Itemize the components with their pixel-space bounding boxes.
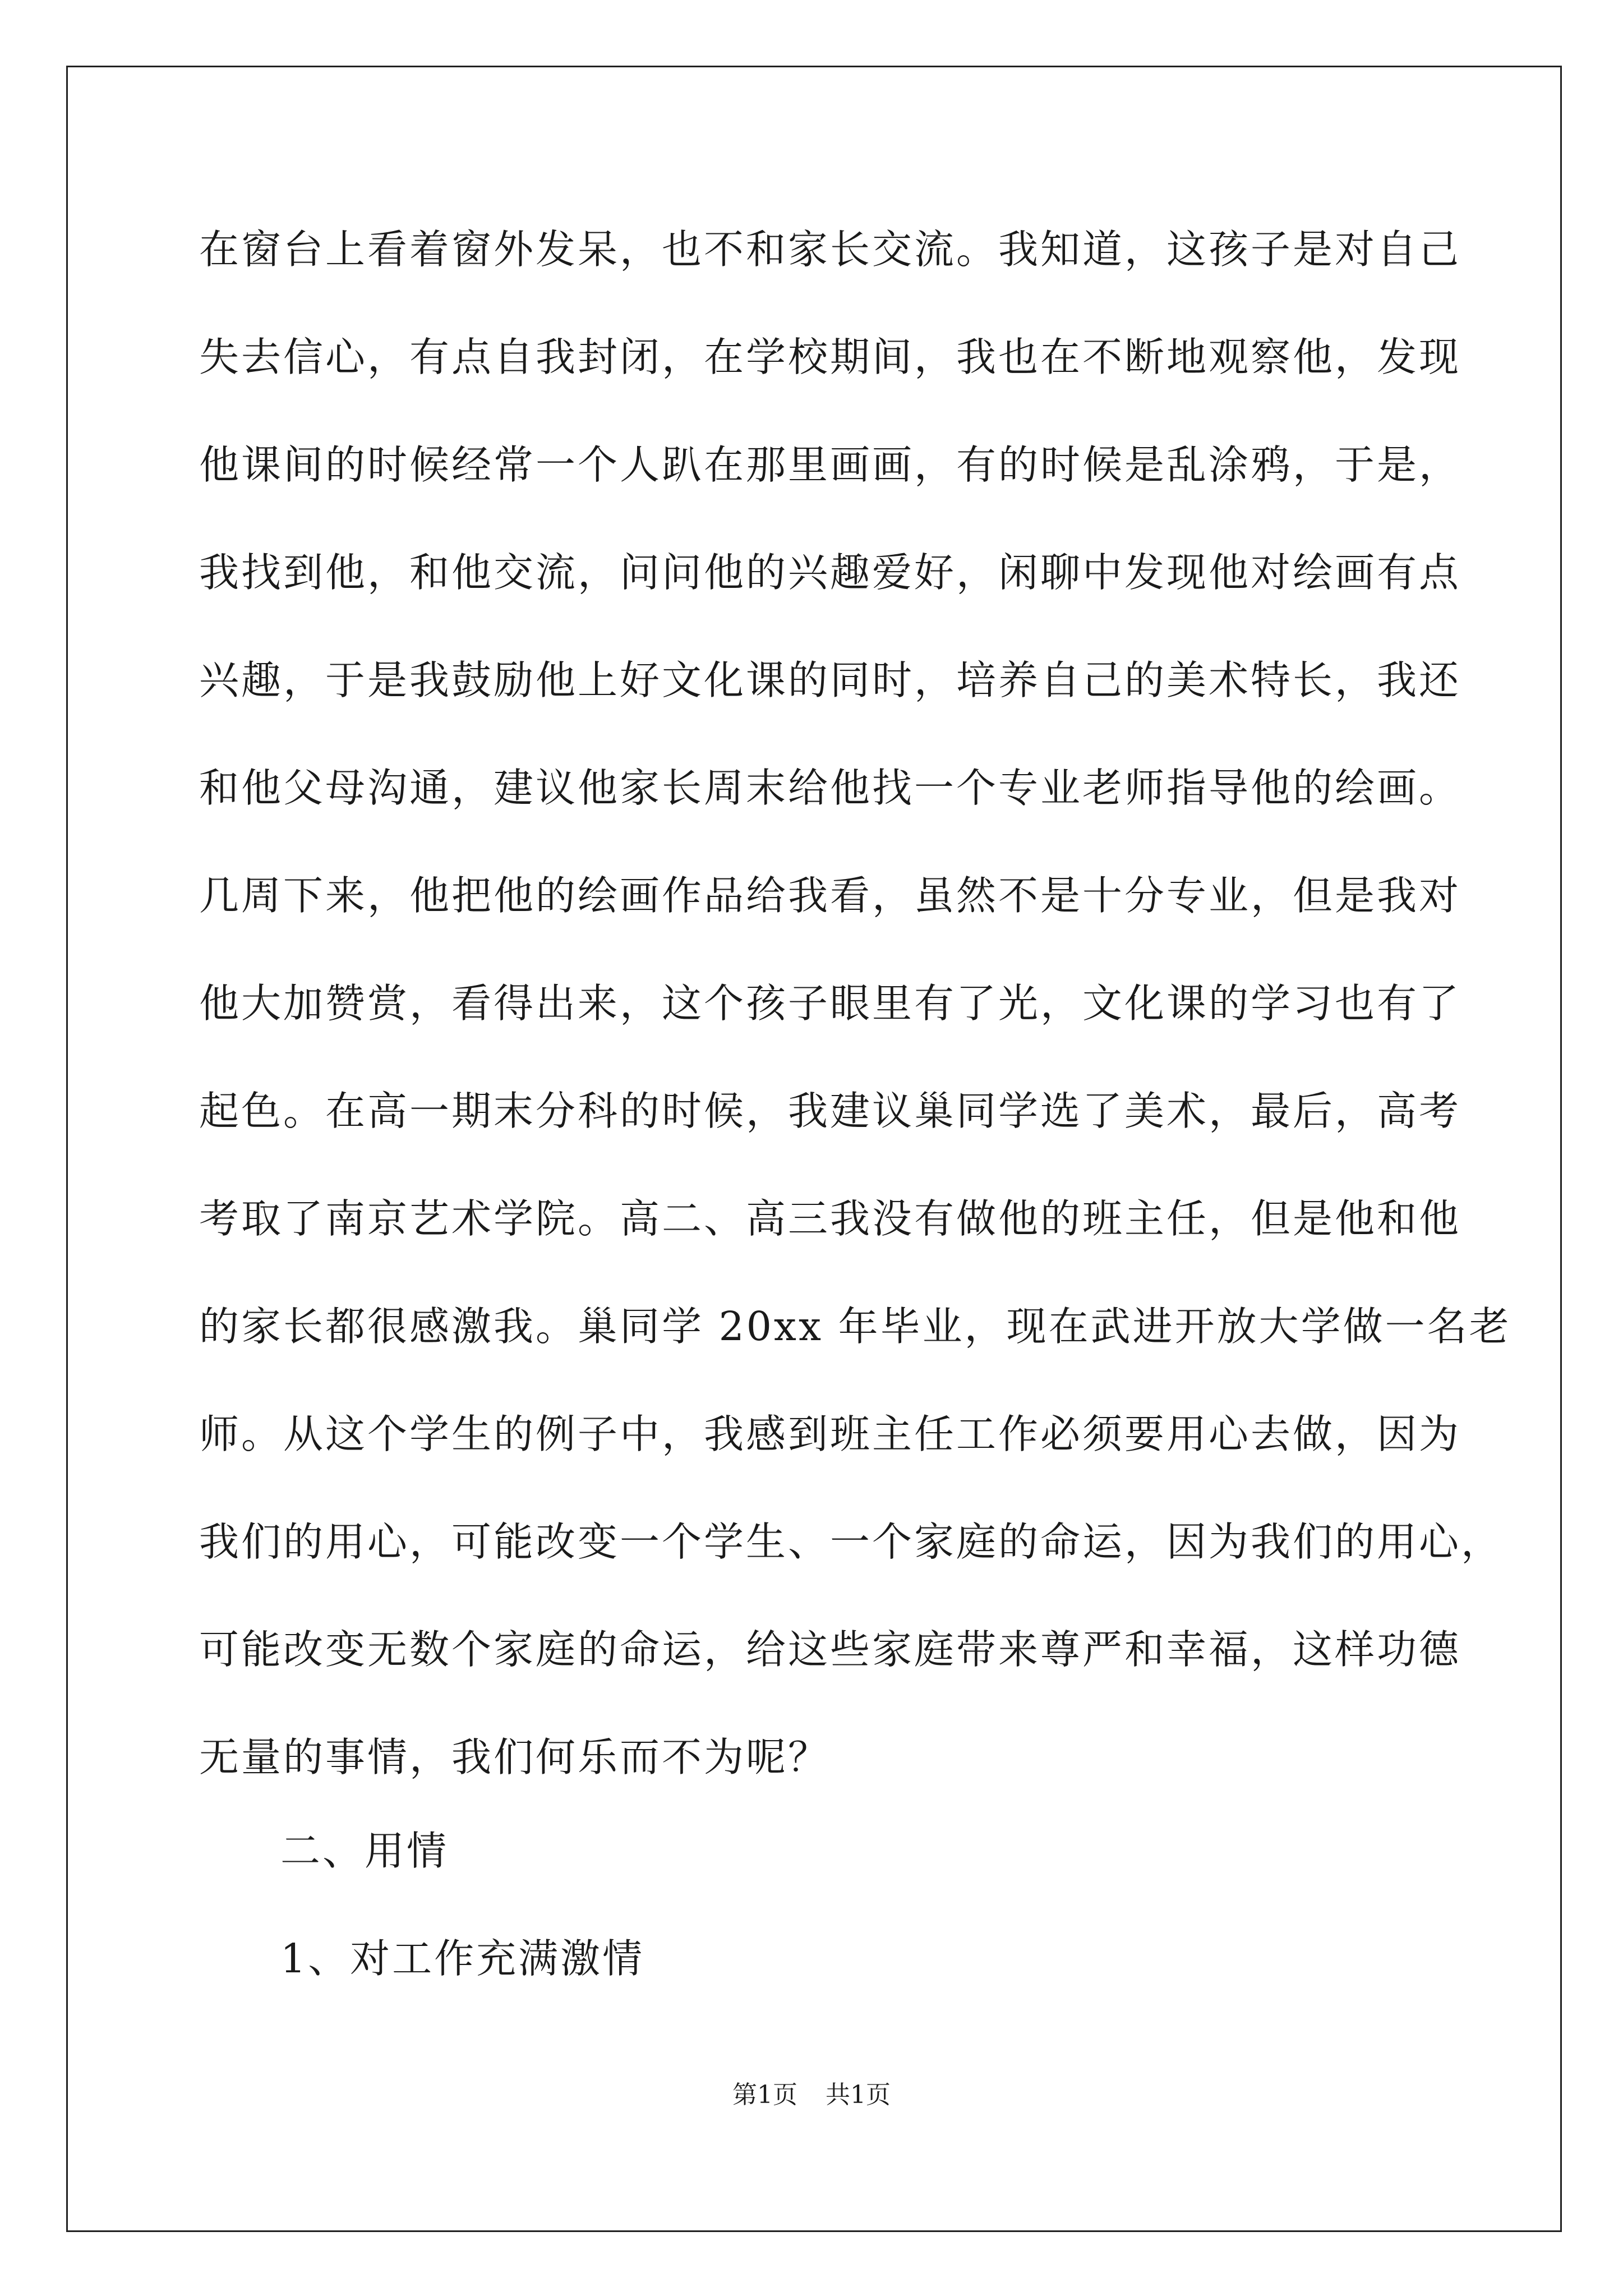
paragraph-line: 和他父母沟通，建议他家长周末给他找一个专业老师指导他的绘画。	[199, 765, 1461, 811]
paragraph-line: 起色。在高一期末分科的时候，我建议巢同学选了美术，最后，高考	[199, 1088, 1461, 1134]
paragraph-line: 无量的事情，我们何乐而不为呢？	[199, 1734, 831, 1780]
page-number-current: 第1页	[732, 2081, 797, 2109]
paragraph-line: 几周下来，他把他的绘画作品给我看，虽然不是十分专业，但是我对	[199, 872, 1461, 919]
paragraph-line: 兴趣，于是我鼓励他上好文化课的同时，培养自己的美术特长，我还	[199, 657, 1461, 703]
body-paragraph	[199, 213, 1511, 1829]
paragraph-line: 在窗台上看着窗外发呆，也不和家长交流。我知道，这孩子是对自己	[199, 226, 1461, 273]
paragraph-line: 可能改变无数个家庭的命运，给这些家庭带来尊严和幸福，这样功德	[199, 1626, 1461, 1673]
paragraph-line: 师。从这个学生的例子中，我感到班主任工作必须要用心去做，因为	[199, 1411, 1461, 1457]
section-heading: 二、用情	[280, 1828, 449, 1874]
paragraph-line: 他课间的时候经常一个人趴在那里画画，有的时候是乱涂鸦，于是，	[199, 441, 1461, 488]
page-footer	[0, 2078, 1623, 2112]
subsection-heading: 1、对工作充满激情	[280, 1935, 645, 1982]
paragraph-line: 考取了南京艺术学院。高二、高三我没有做他的班主任，但是他和他	[199, 1195, 1461, 1242]
page-number-total: 共1页	[826, 2081, 891, 2109]
paragraph-line: 我们的用心，可能改变一个学生、一个家庭的命运，因为我们的用心，	[199, 1519, 1504, 1565]
paragraph-line: 我找到他，和他交流，问问他的兴趣爱好，闲聊中发现他对绘画有点	[199, 549, 1461, 596]
paragraph-line: 的家长都很感激我。巢同学 20xx 年毕业，现在武进开放大学做一名老	[199, 1303, 1511, 1350]
paragraph-line: 他大加赞赏，看得出来，这个孩子眼里有了光，文化课的学习也有了	[199, 980, 1461, 1027]
paragraph-line: 失去信心，有点自我封闭，在学校期间，我也在不断地观察他，发现	[199, 334, 1461, 380]
